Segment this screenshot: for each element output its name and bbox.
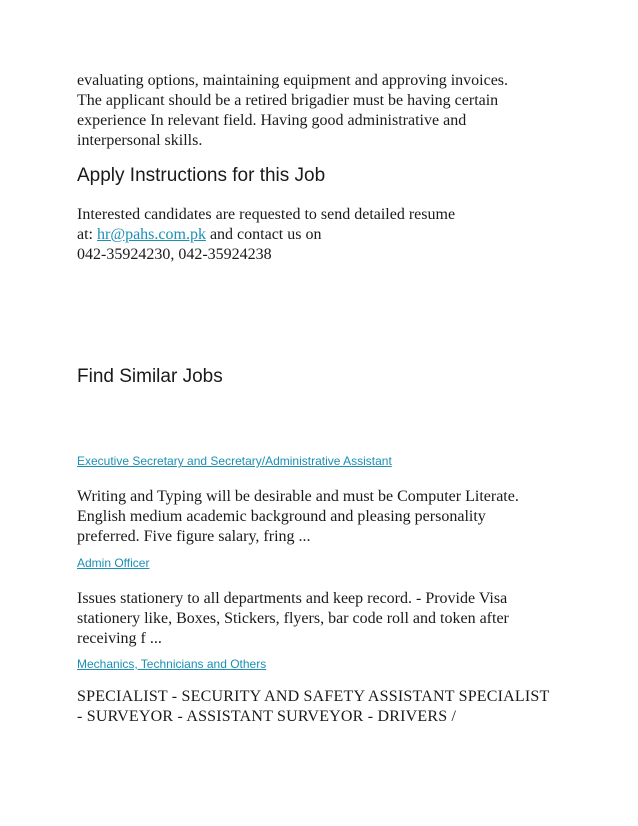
find-similar-jobs-heading: Find Similar Jobs <box>77 366 223 387</box>
summary-line: English medium academic background and pleasing personality <box>77 508 486 525</box>
summary-line: preferred. Five figure salary, fring ... <box>77 528 311 545</box>
summary-line: - SURVEYOR - ASSISTANT SURVEYOR - DRIVERS / <box>77 708 457 725</box>
summary-line: stationery like, Boxes, Stickers, flyers, bar code roll and token after <box>77 610 509 627</box>
summary-line: receiving f ... <box>77 630 162 647</box>
apply-instructions-paragraph <box>77 205 455 265</box>
job-summary <box>77 589 509 649</box>
text-prefix: at: <box>77 226 97 243</box>
paragraph-line <box>77 225 455 245</box>
paragraph-line: experience In relevant field. Having good administrative and <box>77 112 467 129</box>
similar-job-link[interactable] <box>77 556 149 570</box>
similar-job-link[interactable] <box>77 454 392 468</box>
job-title-link[interactable]: Mechanics, Technicians and Others <box>77 657 267 671</box>
summary-line: SPECIALIST - SECURITY AND SAFETY ASSISTANT SPECIALIST <box>77 688 550 705</box>
job-description-paragraph <box>77 71 508 151</box>
paragraph-line: The applicant should be a retired brigadier must be having certain <box>77 92 499 109</box>
email-link[interactable]: hr@pahs.com.pk <box>97 226 206 243</box>
apply-instructions-heading: Apply Instructions for this Job <box>77 165 326 186</box>
paragraph-line: evaluating options, maintaining equipment and approving invoices. <box>77 72 509 89</box>
job-summary <box>77 687 550 727</box>
job-title-link[interactable]: Admin Officer <box>77 556 150 570</box>
phone-numbers: 042-35924230, 042-35924238 <box>77 246 272 263</box>
summary-line: Issues stationery to all departments and keep record. - Provide Visa <box>77 590 508 607</box>
summary-line: Writing and Typing will be desirable and must be Computer Literate. <box>77 488 519 505</box>
text-suffix: and contact us on <box>205 226 322 243</box>
job-summary <box>77 487 519 547</box>
similar-job-link[interactable] <box>77 657 266 671</box>
job-title-link[interactable]: Executive Secretary and Secretary/Administrative Assistant <box>77 454 392 468</box>
paragraph-line: Interested candidates are requested to send detailed resume <box>77 206 456 223</box>
paragraph-line: interpersonal skills. <box>77 132 203 149</box>
